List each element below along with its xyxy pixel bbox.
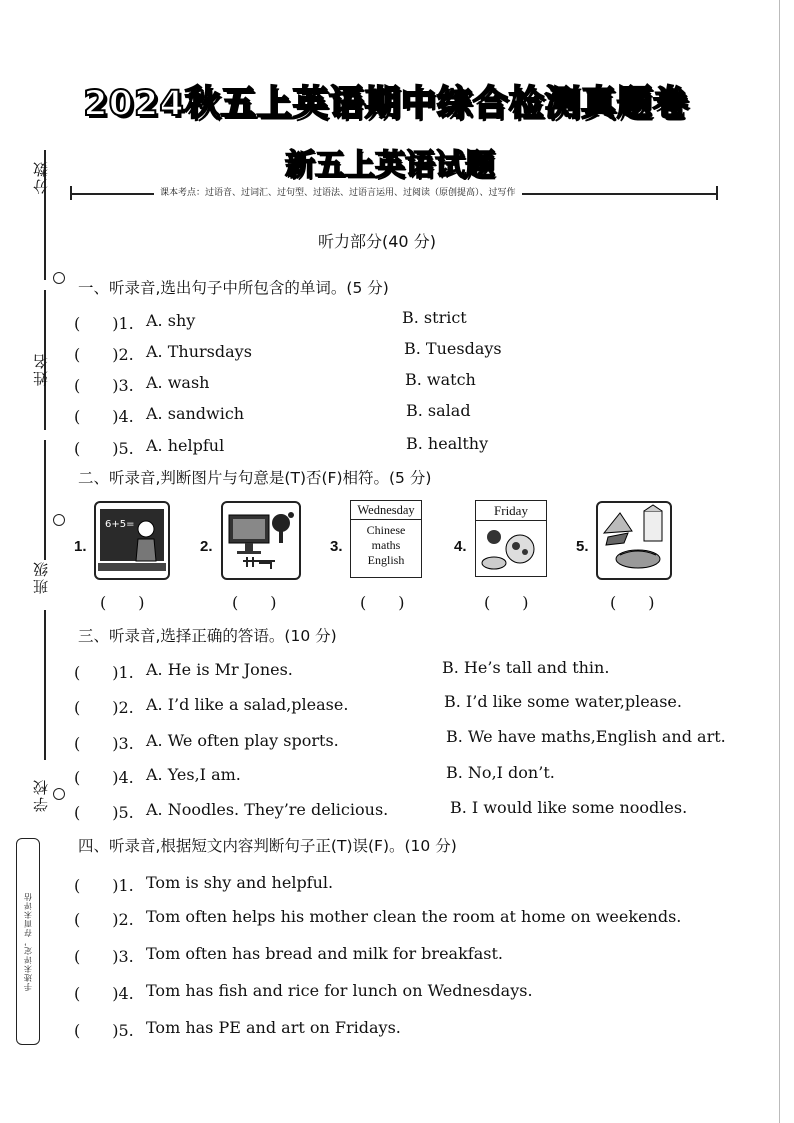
s3-item-4-option-b: B. No,I don’t. — [446, 763, 555, 782]
schedule-day: Wednesday — [351, 501, 421, 520]
picture-number: 2. — [200, 538, 213, 555]
s1-item-5 — [74, 436, 134, 459]
s1-item-4-option-a: A. sandwich — [146, 404, 245, 423]
s3-item-2-option-b: B. I’d like some water,please. — [444, 692, 682, 711]
s1-item-2 — [74, 342, 134, 365]
item-prefix: ( )3. — [74, 376, 134, 395]
item-prefix: ( )5. — [74, 439, 134, 458]
binding-line — [44, 610, 46, 760]
exam-subtitle: 新五上英语试题 — [285, 148, 495, 183]
s4-item-1 — [74, 873, 134, 896]
score-label: 分数 — [32, 160, 50, 194]
s4-item-4 — [74, 981, 134, 1004]
section2-heading: 二、听录音,判断图片与句意是(T)否(F)相符。(5 分) — [78, 469, 432, 487]
s1-item-2-option-b: B. Tuesdays — [404, 339, 502, 358]
s1-item-1-option-a: A. shy — [146, 311, 196, 330]
s4-item-2-text: Tom often helps his mother clean the room at home on weekends. — [146, 907, 682, 926]
s3-item-5-option-b: B. I would like some noodles. — [450, 798, 688, 817]
s4-item-5-text: Tom has PE and art on Fridays. — [146, 1018, 401, 1037]
schedule-subject: Chinese — [366, 523, 406, 537]
blackboard-text: 6+5= — [105, 519, 135, 530]
s4-item-4-text: Tom has fish and rice for lunch on Wednesdays. — [146, 981, 533, 1000]
page-edge — [779, 0, 780, 1123]
s3-item-4 — [74, 765, 134, 788]
item-prefix: ( )3. — [74, 947, 134, 966]
class-label: 班级 — [32, 560, 50, 594]
item-prefix: ( )1. — [74, 314, 134, 333]
picture-number: 4. — [454, 538, 467, 555]
listening-header: 听力部分(40 分) — [318, 232, 436, 251]
picture-schedule — [350, 500, 422, 578]
item-prefix: ( )4. — [74, 984, 134, 1003]
answer-blank[interactable]: ( ) — [484, 593, 529, 612]
picture-number: 5. — [576, 538, 589, 555]
s3-item-1 — [74, 660, 134, 683]
item-prefix: ( )2. — [74, 345, 134, 364]
s3-item-1-option-b: B. He’s tall and thin. — [442, 658, 610, 677]
picture-menu — [475, 500, 547, 577]
s4-item-5 — [74, 1018, 134, 1041]
s3-item-2 — [74, 695, 134, 718]
binding-hole — [53, 272, 65, 284]
schedule-subject: English — [367, 553, 405, 567]
banner-end — [70, 186, 72, 200]
item-prefix: ( )5. — [74, 803, 134, 822]
name-label: 姓名 — [32, 352, 50, 386]
item-prefix: ( )1. — [74, 663, 134, 682]
binding-hole — [53, 514, 65, 526]
s3-item-3-option-a: A. We often play sports. — [146, 731, 339, 750]
side-note: 手迹未评定，存而未评估 — [16, 838, 40, 1045]
s1-item-3 — [74, 373, 134, 396]
schedule-subject: maths — [371, 538, 401, 552]
food-icon — [476, 521, 546, 575]
computer-pingpong-icon — [223, 503, 299, 578]
s4-item-2 — [74, 907, 134, 930]
section1-heading: 一、听录音,选出句子中所包含的单词。(5 分) — [78, 279, 389, 297]
s1-item-4 — [74, 404, 134, 427]
picture-number: 1. — [74, 538, 87, 555]
answer-blank[interactable]: ( ) — [232, 593, 277, 612]
s1-item-3-option-a: A. wash — [146, 373, 210, 392]
s1-item-1 — [74, 311, 134, 334]
school-label: 学校 — [32, 778, 50, 812]
item-prefix: ( )5. — [74, 1021, 134, 1040]
item-prefix: ( )3. — [74, 734, 134, 753]
menu-day: Friday — [476, 501, 546, 521]
binding-hole — [53, 788, 65, 800]
picture-food — [596, 501, 672, 580]
answer-blank[interactable]: ( ) — [610, 593, 655, 612]
s3-item-3 — [74, 731, 134, 754]
picture-computer — [221, 501, 301, 580]
answer-blank[interactable]: ( ) — [100, 593, 145, 612]
banner-end — [716, 186, 718, 200]
s3-item-5-option-a: A. Noodles. They’re delicious. — [146, 800, 389, 819]
sandwich-milk-noodles-icon — [598, 503, 670, 578]
section3-heading: 三、听录音,选择正确的答语。(10 分) — [78, 627, 337, 645]
s3-item-5 — [74, 800, 134, 823]
banner-text: 课本考点：过语音、过词汇、过句型、过语法、过语言运用、过阅读（原创提高）、过写作 — [154, 186, 522, 200]
binding-line — [44, 440, 46, 560]
topic-banner — [70, 186, 718, 200]
picture-classroom — [94, 501, 170, 580]
s4-item-3 — [74, 944, 134, 967]
s1-item-5-option-a: A. helpful — [146, 436, 225, 455]
exam-title: 2024秋五上英语期中综合检测真题卷 — [83, 84, 689, 124]
item-prefix: ( )2. — [74, 910, 134, 929]
item-prefix: ( )1. — [74, 876, 134, 895]
s3-item-3-option-b: B. We have maths,English and art. — [446, 727, 726, 746]
s1-item-5-option-b: B. healthy — [406, 434, 489, 453]
s1-item-4-option-b: B. salad — [406, 401, 471, 420]
s4-item-3-text: Tom often has bread and milk for breakfast. — [146, 944, 503, 963]
s3-item-4-option-a: A. Yes,I am. — [146, 765, 241, 784]
s3-item-2-option-a: A. I’d like a salad,please. — [146, 695, 349, 714]
s1-item-3-option-b: B. watch — [405, 370, 476, 389]
s4-item-1-text: Tom is shy and helpful. — [146, 873, 334, 892]
s1-item-1-option-b: B. strict — [402, 308, 467, 327]
item-prefix: ( )4. — [74, 768, 134, 787]
blackboard-teacher-icon — [96, 503, 168, 578]
s3-item-1-option-a: A. He is Mr Jones. — [146, 660, 293, 679]
section4-heading: 四、听录音,根据短文内容判断句子正(T)误(F)。(10 分) — [78, 837, 457, 855]
item-prefix: ( )4. — [74, 407, 134, 426]
s1-item-2-option-a: A. Thursdays — [146, 342, 252, 361]
item-prefix: ( )2. — [74, 698, 134, 717]
answer-blank[interactable]: ( ) — [360, 593, 405, 612]
picture-number: 3. — [330, 538, 343, 555]
